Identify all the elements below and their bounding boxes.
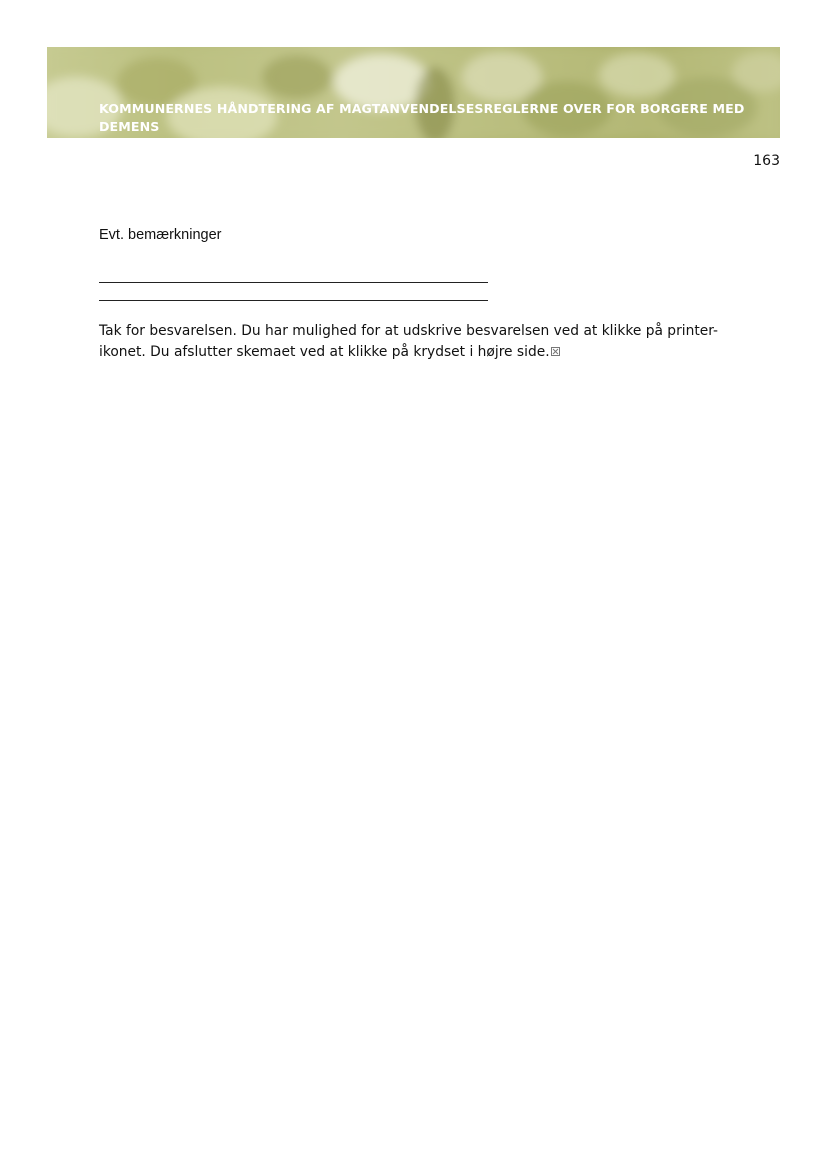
remarks-label: Evt. bemærkninger xyxy=(99,227,222,243)
header-banner xyxy=(47,47,780,138)
document-running-title: KOMMUNERNES HÅNDTERING AF MAGTANVENDELSESREGLERNE OVER FOR BORGERE MED DEMENS xyxy=(99,101,745,134)
remarks-answer-line xyxy=(99,300,488,301)
close-box-icon xyxy=(551,347,560,356)
closing-paragraph xyxy=(99,321,719,363)
page-number: 163 xyxy=(753,153,780,169)
closing-text: Tak for besvarelsen. Du har mulighed for at udskrive besvarelsen ved at klikke på printer-ikonet. Du afslutter skemaet ved at klikke på krydset i højre side. xyxy=(99,323,718,360)
remarks-answer-line xyxy=(99,282,488,283)
